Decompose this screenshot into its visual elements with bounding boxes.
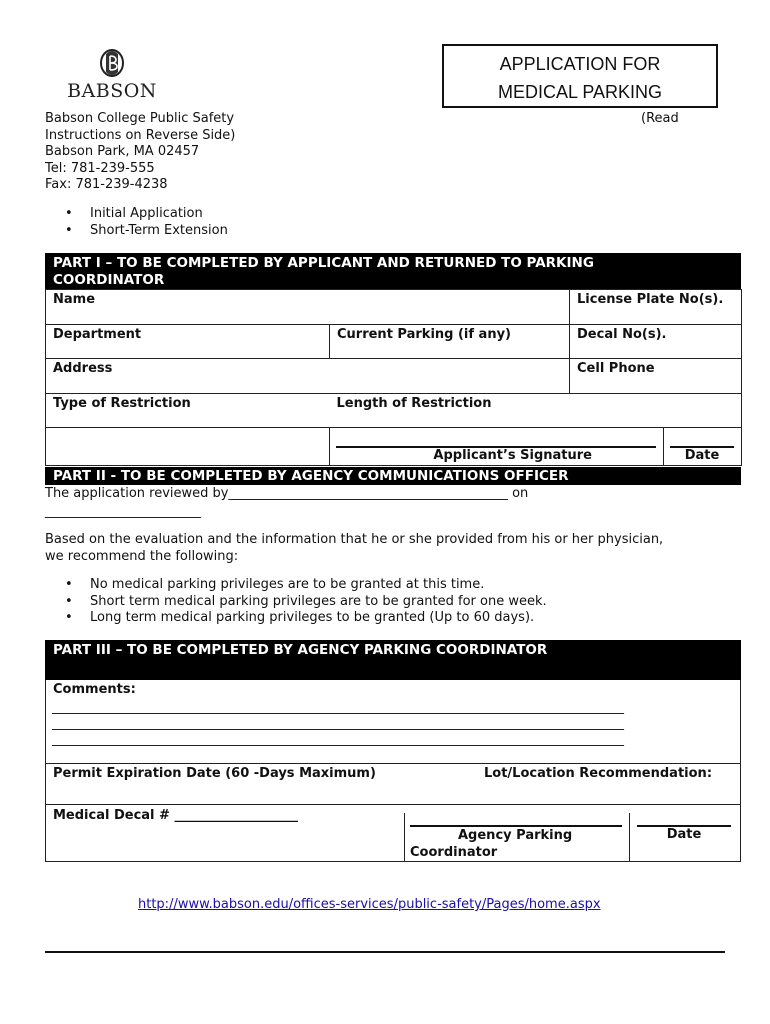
option-long-term[interactable]: • Long term medical parking privileges to be granted (Up to 60 days). xyxy=(45,610,547,627)
application-type-list xyxy=(45,206,228,239)
logo-wordmark: BABSON xyxy=(67,80,157,102)
restriction-length-label: Length of Restriction xyxy=(336,396,492,411)
restriction-length-field[interactable] xyxy=(330,394,742,428)
coordinator-signature-line[interactable] xyxy=(410,825,622,861)
applicant-signature-line[interactable] xyxy=(336,446,656,463)
applicant-signature-label: Applicant’s Signature xyxy=(433,448,592,463)
footer-rule xyxy=(45,951,725,953)
evaluation-text xyxy=(45,532,663,565)
name-label: Name xyxy=(53,292,96,307)
public-safety-link[interactable]: http://www.babson.edu/offices-services/public-safety/Pages/home.aspx xyxy=(138,897,601,912)
part1-header-line2: COORDINATOR xyxy=(53,272,165,288)
app-type-extension[interactable]: • Short-Term Extension xyxy=(45,223,228,240)
decal-field[interactable] xyxy=(570,325,742,359)
org-fax: Fax: 781-239-4238 xyxy=(45,177,168,192)
coordinator-label-line2: Coordinator xyxy=(410,845,498,860)
org-line1: Babson College Public Safety xyxy=(45,111,235,126)
current-parking-label: Current Parking (if any) xyxy=(337,327,512,342)
option-short-term[interactable]: • Short term medical parking privileges are to be granted for one week. xyxy=(45,594,547,611)
applicant-date-line[interactable] xyxy=(670,446,734,463)
comment-line-1[interactable]: ________________________________________________________________________________________ xyxy=(52,700,624,715)
applicant-date-label: Date xyxy=(684,448,720,463)
comments-label: Comments: xyxy=(53,682,136,697)
babson-logo xyxy=(62,48,162,102)
comments-lines[interactable] xyxy=(52,700,734,748)
lot-recommendation-label[interactable]: Lot/Location Recommendation: xyxy=(484,766,713,781)
department-field[interactable] xyxy=(46,325,330,359)
evaluation-line2: we recommend the following: xyxy=(45,548,239,564)
option-no-privileges[interactable]: • No medical parking privileges are to be granted at this time. xyxy=(45,577,547,594)
organization-info xyxy=(45,111,235,194)
restriction-type-field[interactable] xyxy=(46,394,330,428)
part2-header xyxy=(45,467,741,485)
coordinator-date-label: Date xyxy=(666,827,702,842)
medical-decal-field[interactable]: Medical Decal # ___________________ xyxy=(53,808,298,823)
department-label: Department xyxy=(53,327,142,342)
babson-seal-icon xyxy=(95,48,129,78)
comment-line-3[interactable]: ________________________________________________________________________________________ xyxy=(52,732,624,747)
form-title-line1: APPLICATION FOR xyxy=(499,54,661,74)
name-field[interactable] xyxy=(46,290,570,325)
form-title xyxy=(442,44,718,108)
read-note: (Read xyxy=(641,111,679,126)
evaluation-line1: Based on the evaluation and the information that he or she provided from his or her physician, xyxy=(45,532,664,547)
address-label: Address xyxy=(53,361,113,376)
coordinator-date-line[interactable] xyxy=(637,825,731,842)
cell-phone-label: Cell Phone xyxy=(577,361,655,376)
org-line2: Instructions on Reverse Side) xyxy=(45,127,236,143)
part2-header-text: PART II - TO BE COMPLETED BY AGENCY COMMUNICATIONS OFFICER xyxy=(53,468,569,484)
signature-divider xyxy=(663,428,664,465)
org-tel: Tel: 781-239-555 xyxy=(45,160,155,176)
part1-form xyxy=(45,289,742,466)
restriction-type-label: Type of Restriction xyxy=(53,396,191,411)
permit-expiration-label[interactable]: Permit Expiration Date (60 -Days Maximum) xyxy=(53,766,376,781)
form-title-line2: MEDICAL PARKING xyxy=(497,82,663,102)
part3-header-text: PART III – TO BE COMPLETED BY AGENCY PARKING COORDINATOR xyxy=(53,642,548,658)
recommendation-list xyxy=(45,577,547,627)
part1-header xyxy=(45,253,741,289)
reviewed-by-line[interactable]: The application reviewed by___________________________________________ on xyxy=(45,486,529,501)
signature-cell[interactable] xyxy=(330,428,742,466)
license-plate-field[interactable] xyxy=(570,290,742,325)
cell-phone-field[interactable] xyxy=(570,359,742,394)
coordinator-label-line1: Agency Parking xyxy=(458,828,573,843)
part1-header-line1: PART I – TO BE COMPLETED BY APPLICANT AND RETURNED TO PARKING xyxy=(53,255,594,271)
permit-divider xyxy=(45,804,741,805)
current-parking-field[interactable] xyxy=(330,325,570,359)
org-line3: Babson Park, MA 02457 xyxy=(45,144,200,159)
signature-blank-cell xyxy=(46,428,330,466)
reviewed-date-line[interactable]: ________________________ xyxy=(45,504,201,519)
decal-label: Decal No(s). xyxy=(577,327,667,342)
coordinator-divider xyxy=(404,813,405,861)
comments-divider xyxy=(45,763,741,764)
comment-line-2[interactable]: ________________________________________________________________________________________ xyxy=(52,716,624,731)
date-divider xyxy=(629,813,630,861)
license-plate-label: License Plate No(s). xyxy=(577,292,724,307)
address-field[interactable] xyxy=(46,359,570,394)
app-type-initial[interactable]: • Initial Application xyxy=(45,206,228,223)
part3-header xyxy=(45,640,741,680)
